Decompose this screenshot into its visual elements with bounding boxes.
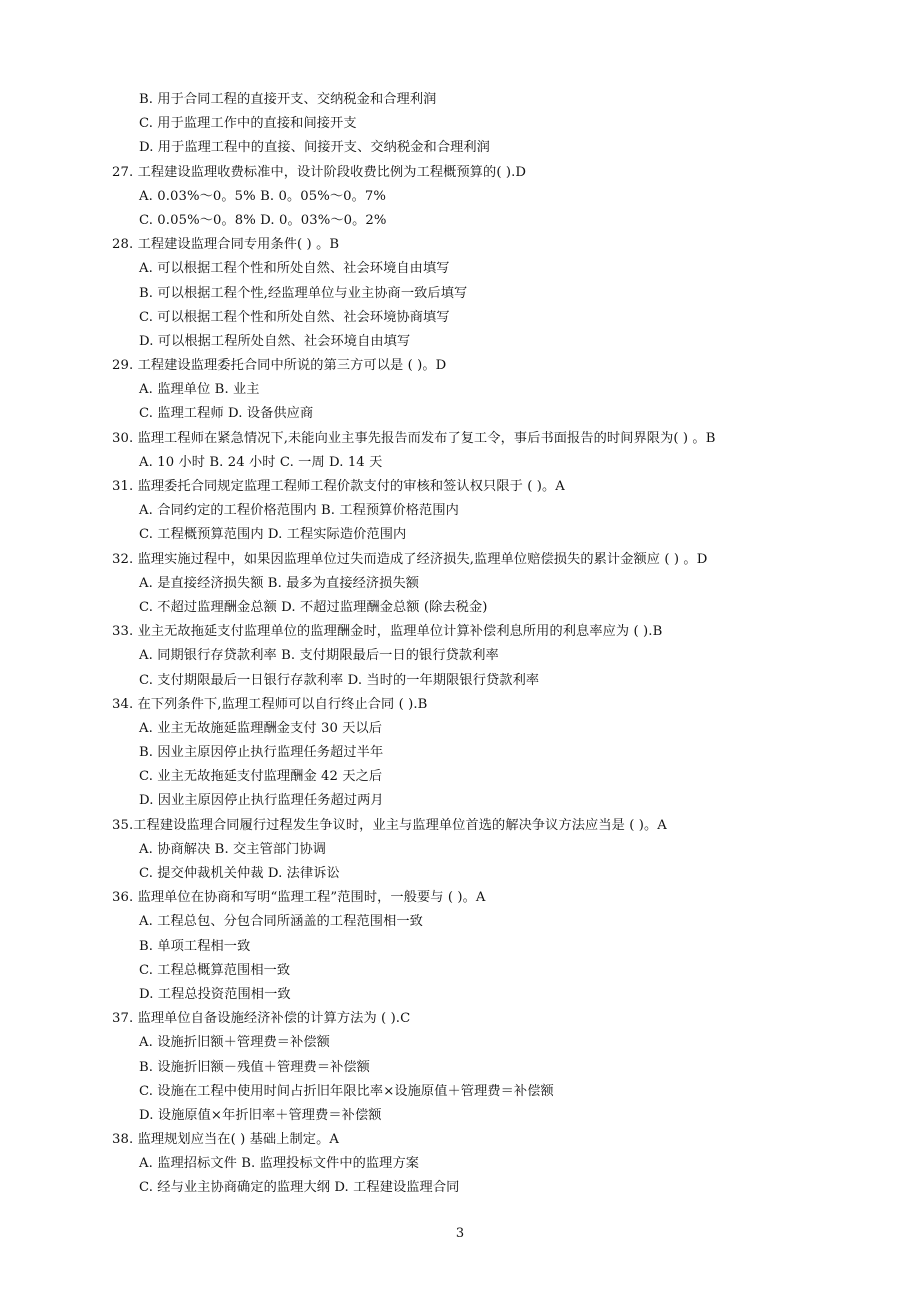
option-line: B. 因业主原因停止执行监理任务超过半年 [139,745,384,761]
question-line: 38. 监理规划应当在( ) 基础上制定。A [112,1132,339,1148]
option-line: A. 10 小时 B. 24 小时 C. 一周 D. 14 天 [139,454,383,470]
option-line: C. 工程总概算范围相一致 [139,962,291,978]
question-line: 31. 监理委托合同规定监理工程师工程价款支付的审核和签认权只限于 ( )。A [112,479,565,494]
option-line: A. 可以根据工程个性和所处自然、社会环境自由填写 [139,261,450,277]
option-line: B. 设施折旧额－残值＋管理费＝补偿额 [139,1059,370,1075]
option-line: C. 监理工程师 D. 设备供应商 [139,406,314,422]
question-list [112,88,812,1201]
option-line: A. 0.03%～0。5% B. 0。05%～0。7% [139,188,387,204]
option-line: C. 工程概预算范围内 D. 工程实际造价范围内 [139,527,407,543]
question-line: 30. 监理工程师在紧急情况下,未能向业主事先报告而发布了复工令，事后书面报告的时间界限为( ) 。B [112,430,716,446]
option-line: A. 合同约定的工程价格范围内 B. 工程预算价格范围内 [139,503,459,519]
question-line: 33. 业主无故拖延支付监理单位的监理酬金时，监理单位计算补偿利息所用的利息率应为 ( ).B [112,624,663,640]
question-line: 32. 监理实施过程中，如果因监理单位过失而造成了经济损失,监理单位赔偿损失的累计金额应 ( ) 。D [112,551,708,567]
option-line: D. 设施原值×年折旧率＋管理费＝补偿额 [139,1107,382,1123]
option-line: B. 单项工程相一致 [139,938,251,954]
option-line: A. 是直接经济损失额 B. 最多为直接经济损失额 [139,575,420,591]
option-line: D. 因业主原因停止执行监理任务超过两月 [139,793,384,809]
option-line: C. 0.05%～0。8% D. 0。03%～0。2% [139,212,387,228]
option-line: A. 工程总包、分包合同所涵盖的工程范围相一致 [139,914,423,930]
option-line: C. 支付期限最后一日银行存款利率 D. 当时的一年期限银行贷款利率 [139,672,540,688]
option-line: A. 设施折旧额＋管理费＝补偿额 [139,1035,330,1051]
question-line: 35.工程建设监理合同履行过程发生争议时，业主与监理单位首选的解决争议方法应当是 ( )。A [112,817,667,833]
option-line: B. 用于合同工程的直接开支、交纳税金和合理利润 [139,92,437,107]
question-line: 29. 工程建设监理委托合同中所说的第三方可以是 ( )。D [112,358,447,374]
option-line: C. 设施在工程中使用时间占折旧年限比率×设施原值＋管理费＝补偿额 [139,1083,554,1099]
option-line: C. 可以根据工程个性和所处自然、社会环境协商填写 [139,309,450,325]
option-line: B. 可以根据工程个性,经监理单位与业主协商一致后填写 [139,285,468,301]
question-line: 27. 工程建设监理收费标准中，设计阶段收费比例为工程概预算的( ).D [112,164,527,180]
option-line: A. 监理单位 B. 业主 [139,382,260,398]
option-line: A. 监理招标文件 B. 监理投标文件中的监理方案 [139,1156,420,1172]
option-line: A. 同期银行存贷款利率 B. 支付期限最后一日的银行贷款利率 [139,648,499,664]
question-line: 34. 在下列条件下,监理工程师可以自行终止合同 ( ).B [112,696,428,712]
page-number: 3 [455,1226,465,1241]
question-line: 37. 监理单位自备设施经济补偿的计算方法为 ( ).C [112,1011,411,1027]
option-line: A. 协商解决 B. 交主管部门协调 [139,841,327,857]
option-line: C. 经与业主协商确定的监理大纲 D. 工程建设监理合同 [139,1180,460,1196]
question-line: 28. 工程建设监理合同专用条件( ) 。B [112,237,340,253]
question-line: 36. 监理单位在协商和写明“监理工程”范围时，一般要与 ( )。A [112,890,486,906]
option-line: C. 用于监理工作中的直接和间接开支 [139,116,357,132]
option-line: D. 工程总投资范围相一致 [139,986,291,1002]
option-line: C. 不超过监理酬金总额 D. 不超过监理酬金总额 (除去税金) [139,599,488,615]
option-line: C. 业主无故拖延支付监理酬金 42 天之后 [139,769,383,785]
option-line: C. 提交仲裁机关仲裁 D. 法律诉讼 [139,866,340,881]
option-line: A. 业主无故施延监理酬金支付 30 天以后 [139,720,383,736]
option-line: D. 用于监理工程中的直接、间接开支、交纳税金和合理利润 [139,140,490,156]
option-line: D. 可以根据工程所处自然、社会环境自由填写 [139,333,411,349]
